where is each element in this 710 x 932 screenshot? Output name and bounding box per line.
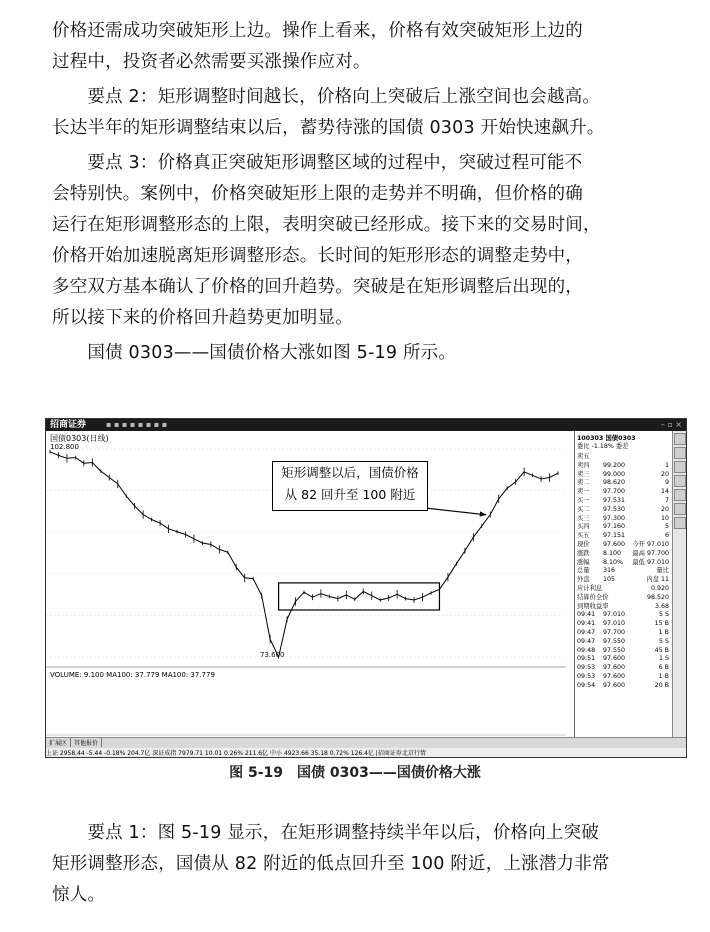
- text-line: 要点 2：矩形调整时间越长，价格向上突破后上涨空间也会越高。: [52, 87, 601, 107]
- quote-row-label: 卖五: [577, 453, 590, 460]
- bottom-text: [52, 818, 692, 911]
- quote-row-price: 316: [603, 567, 616, 575]
- toolbar-button[interactable]: [674, 447, 686, 459]
- quote-row: [577, 532, 669, 540]
- quote-row-price: 97.151: [603, 532, 626, 540]
- quote-row-volume: 7: [664, 497, 669, 504]
- quote-row-label: 09:41: [577, 620, 596, 628]
- annotation-line: 从 82 回升至 100 附近: [284, 487, 416, 502]
- app-titlebar: [46, 419, 686, 431]
- text-line: 要点 1：图 5-19 显示，在矩形调整持续半年以后，价格向上突破: [52, 823, 600, 843]
- quote-row-volume: 5 S: [658, 611, 669, 619]
- quote-row: [577, 673, 669, 681]
- paragraph-4: [52, 338, 692, 369]
- quote-row: [577, 647, 669, 655]
- toolbar-button[interactable]: [674, 489, 686, 501]
- quote-row-price: 97.700: [603, 488, 626, 496]
- quote-row-label: 09:48: [577, 646, 596, 654]
- quote-row: [577, 611, 669, 619]
- menu-bar[interactable]: ▪ ▪ ▪ ▪ ▪ ▪ ▪ ▪: [106, 420, 168, 429]
- chart-title: 国债0303(日线): [50, 434, 109, 443]
- quote-row-volume: 9: [664, 479, 669, 487]
- quote-row: [577, 506, 669, 514]
- rectangle-consolidation-box: [279, 583, 440, 610]
- text-line: 过程中，投资者必然需要买涨操作应对。: [52, 52, 371, 72]
- toolbar-button[interactable]: [674, 503, 686, 515]
- quote-row-price: 97.160: [603, 523, 626, 531]
- quote-row-volume: 最高 97.700: [632, 549, 669, 557]
- quote-row-price: 97.600: [603, 673, 626, 680]
- text-line: 惊人。: [52, 885, 106, 905]
- quote-row-price: 98.620: [603, 479, 626, 487]
- quote-row: [577, 603, 669, 611]
- low-price-label: 73.600: [260, 651, 285, 659]
- quote-row: [577, 523, 669, 531]
- market-status-line: 上证 2958.44 -5.44 -0.18% 204.7亿 深证成指 7979.71 10.01 0.26% 211.6亿 中小 4923.66 35.18 0.72% 126.4亿 |招商证券北京行情: [46, 748, 686, 758]
- app-title: 招商证券: [50, 420, 87, 430]
- quote-row-volume: 今开 97.010: [632, 541, 669, 548]
- quote-row-label: 外盘: [577, 576, 590, 584]
- toolbar-button[interactable]: [674, 433, 686, 445]
- quote-subheader: 委比 -1.18% 委差: [577, 443, 629, 450]
- quote-row: [577, 471, 669, 479]
- quote-row-price: 97.550: [603, 637, 626, 645]
- text-line: 要点 3：价格真正突破矩形调整区域的过程中，突破过程可能不: [52, 153, 583, 173]
- quote-row: [577, 515, 669, 523]
- quote-row: [577, 462, 669, 470]
- window-controls[interactable]: – ▫ ×: [660, 420, 682, 429]
- quote-row-label: 买一: [577, 497, 590, 504]
- quote-row-label: 卖二: [577, 479, 590, 487]
- text-line: 价格还需成功突破矩形上边。操作上看来，价格有效突破矩形上边的: [52, 21, 583, 41]
- quote-row-price: 8.10%: [603, 558, 624, 566]
- quote-row-label: 总量: [577, 567, 590, 575]
- text-line: 长达半年的矩形调整结束以后，蓄势待涨的国债 0303 开始快速飙升。: [52, 118, 605, 138]
- quote-row-volume: 5 S: [658, 637, 669, 645]
- quote-row-price: 97.600: [603, 541, 626, 548]
- quote-row-label: 09:47: [577, 629, 596, 636]
- quote-row-volume: 98.520: [646, 593, 669, 601]
- quote-row: [577, 682, 669, 690]
- quote-row-label: 买三: [577, 514, 590, 522]
- quote-row-price: 97.531: [603, 497, 626, 504]
- annotation-box: [272, 461, 428, 511]
- quote-row-volume: 1: [664, 461, 669, 469]
- text-line: 会特别快。案例中，价格突破矩形上限的走势并不明确，但价格的确: [52, 184, 583, 204]
- quote-row-price: 97.700: [603, 629, 626, 636]
- quote-row: [577, 559, 669, 567]
- quote-row-volume: 0.920: [650, 585, 669, 592]
- quote-row-volume: 20: [660, 505, 669, 513]
- tab-extension[interactable]: 扩展区: [46, 738, 71, 747]
- high-price-label: 102.800: [50, 443, 79, 451]
- quote-row-label: 09:47: [577, 637, 596, 645]
- quote-row-volume: 内盘 11: [646, 576, 669, 584]
- quote-row-label: 卖四: [577, 461, 590, 469]
- quote-row-volume: 1 B: [658, 629, 669, 636]
- quote-row-label: 买五: [577, 532, 590, 540]
- quote-row-price: 97.600: [603, 655, 626, 663]
- bottom-tabs: [46, 738, 102, 747]
- quote-row: [577, 655, 669, 663]
- quote-row-label: 卖一: [577, 488, 590, 496]
- text-line: 运行在矩形调整形态的上限，表明突破已经形成。接下来的交易时间，: [52, 215, 601, 235]
- quote-row-label: 应计利息: [577, 585, 603, 592]
- quote-row: [577, 664, 669, 672]
- quote-row-label: 09:53: [577, 673, 596, 680]
- quote-row-volume: 45 B: [654, 646, 669, 654]
- quote-row-label: 卖三: [577, 470, 590, 478]
- quote-row: [577, 594, 669, 602]
- quote-row-price: 97.010: [603, 620, 626, 628]
- text-line: 国债 0303——国债价格大涨如图 5-19 所示。: [52, 343, 457, 363]
- toolbar-button[interactable]: [674, 475, 686, 487]
- quote-row-volume: 1 B: [658, 673, 669, 680]
- quote-row: [577, 453, 669, 461]
- quote-row-volume: 最低 97.010: [632, 558, 669, 566]
- text-line: 所以接下来的价格回升趋势更加明显。: [52, 308, 353, 328]
- quote-row-price: 97.300: [603, 514, 626, 522]
- quote-row-label: 到期收益率: [577, 602, 609, 610]
- toolbar-button[interactable]: [674, 461, 686, 473]
- quote-row-volume: 5: [664, 523, 669, 531]
- quote-row-volume: 15 B: [654, 620, 669, 628]
- quote-row: [577, 585, 669, 593]
- quote-row-label: 09:41: [577, 611, 596, 619]
- quote-row-label: 现价: [577, 541, 590, 548]
- quote-row-price: 97.600: [603, 664, 626, 672]
- quote-row: [577, 576, 669, 584]
- quote-row: [577, 567, 669, 575]
- volume-panel: [46, 677, 566, 737]
- quote-row: [577, 541, 669, 549]
- quote-row: [577, 497, 669, 505]
- annotation-line: 矩形调整以后，国债价格: [281, 465, 419, 480]
- quote-row: [577, 620, 669, 628]
- quote-panel: [574, 431, 671, 737]
- text-line: 矩形调整形态，国债从 82 附近的低点回升至 100 附近，上涨潜力非常: [52, 854, 610, 874]
- quote-row-price: 97.550: [603, 646, 626, 654]
- right-toolbar[interactable]: [672, 431, 687, 737]
- quote-row-label: 买四: [577, 523, 590, 531]
- figure-caption: 图 5-19 国债 0303——国债价格大涨: [229, 765, 481, 781]
- tab-other-quotes[interactable]: 其他报价: [71, 738, 102, 747]
- quote-row-volume: 量比: [656, 567, 669, 575]
- quote-row-price: 105: [603, 576, 616, 584]
- quote-row-label: 涨幅: [577, 558, 590, 566]
- top-text: [52, 16, 692, 369]
- quote-row: [577, 629, 669, 637]
- quote-header: 100303 国债0303: [577, 435, 636, 442]
- quote-row-price: 99.200: [603, 461, 626, 469]
- quote-row-volume: 6 B: [658, 664, 669, 672]
- quote-row: [577, 638, 669, 646]
- quote-row-volume: 20 B: [654, 681, 669, 689]
- volume-label: VOLUME: 9.100 MA100: 37.779 MA100: 37.779: [50, 671, 215, 679]
- paragraph-1: [52, 16, 692, 78]
- quote-row-volume: 1 S: [658, 655, 669, 663]
- quote-row-price: 97.530: [603, 505, 626, 513]
- quote-row: [577, 488, 669, 496]
- quote-row-label: 09:53: [577, 664, 596, 672]
- quote-row-label: 买二: [577, 505, 590, 513]
- paragraph-3: [52, 148, 692, 334]
- quote-row-price: 8.100: [603, 549, 622, 557]
- quote-row-volume: 3.68: [654, 602, 669, 610]
- quote-row-volume: 10: [660, 514, 669, 522]
- bottom-bar: [46, 737, 686, 758]
- quote-row-label: 涨跌: [577, 549, 590, 557]
- paragraph-2: [52, 82, 692, 144]
- quote-row-price: 99.000: [603, 470, 626, 478]
- quote-row: [577, 479, 669, 487]
- trading-chart-figure: [45, 418, 687, 758]
- toolbar-button[interactable]: [674, 517, 686, 529]
- quote-row-volume: 14: [660, 488, 669, 496]
- text-line: 多空双方基本确认了价格的回升趋势。突破是在矩形调整后出现的，: [52, 277, 583, 297]
- quote-row-label: 结算价全价: [577, 593, 609, 601]
- quote-row: [577, 550, 669, 558]
- quote-row-volume: 6: [664, 532, 669, 540]
- quote-row-label: 09:51: [577, 655, 596, 663]
- quote-row-price: 97.010: [603, 611, 626, 619]
- paragraph-5: [52, 818, 692, 911]
- quote-row-volume: 20: [660, 470, 669, 478]
- quote-row-label: 09:54: [577, 681, 596, 689]
- text-line: 价格开始加速脱离矩形调整形态。长时间的矩形形态的调整走势中，: [52, 246, 583, 266]
- quote-row-price: 97.600: [603, 681, 626, 689]
